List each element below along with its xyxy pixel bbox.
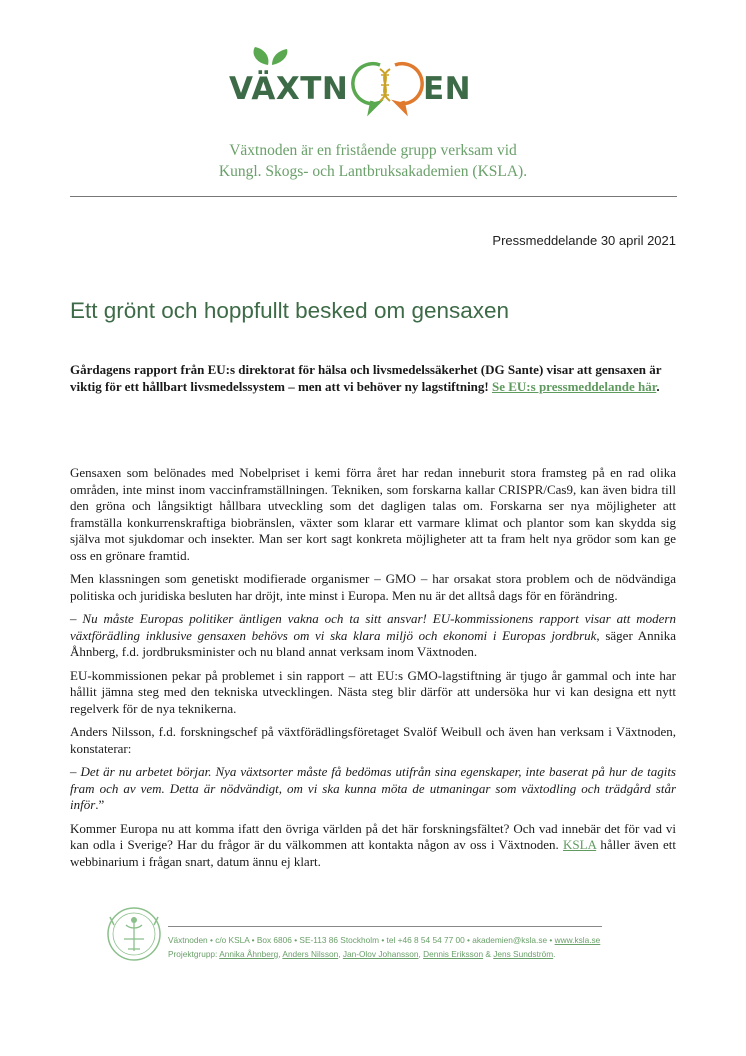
paragraph-2: Men klassningen som genetiskt modifierade organismer – GMO – har orsakat stora problem och de nödvändiga politiska och juridiska besluten har dröjt, inte minst i Europa. Men nu är det alltså dags för en förändring. bbox=[70, 571, 676, 603]
header-divider bbox=[70, 196, 677, 197]
tagline-line1: Växtnoden är en fristående grupp verksam vid bbox=[229, 142, 517, 159]
article-body bbox=[70, 465, 676, 877]
member-link[interactable]: Annika Åhnberg bbox=[219, 949, 279, 959]
quote-nilsson: – Det är nu arbetet börjar. Nya växtsorter måste få bedömas utifrån sina egenskaper, inte baserat på hur de tagits fram och av vem. Detta är nödvändigt, om vi ska kunna möta de utmaningar som växtodling och trädgård står inför bbox=[70, 764, 676, 812]
quote-end: .” bbox=[95, 797, 105, 812]
vaxtnoden-logo bbox=[225, 45, 525, 125]
paragraph-3 bbox=[70, 611, 676, 661]
speech-bubbles-icon bbox=[353, 64, 422, 111]
eu-press-release-link[interactable]: Se EU:s pressmeddelande här bbox=[492, 379, 657, 394]
separator: , bbox=[338, 949, 343, 959]
paragraph-7-end: håller även ett webbinarium i frågan snart, datum ännu ej klart. bbox=[70, 837, 677, 869]
footer-divider bbox=[168, 926, 602, 927]
press-release-date: Pressmeddelande 30 april 2021 bbox=[492, 233, 676, 248]
leaf-icon bbox=[254, 47, 269, 65]
footer-contact-text: Växtnoden • c/o KSLA • Box 6806 • SE-113 86 Stockholm • tel +46 8 54 54 77 00 • akademien@ksla.se • bbox=[168, 935, 555, 945]
project-group-label: Projektgrupp: bbox=[168, 949, 220, 959]
member-link[interactable]: Dennis Eriksson bbox=[423, 949, 484, 959]
footer-contact bbox=[168, 933, 600, 947]
paragraph-4: EU-kommissionen pekar på problemet i sin rapport – att EU:s GMO-lagstiftning är tjugo år gammal och inte har hållit jämna steg med den tekniska utvecklingen. Nästa steg blir därför att undersöka hur vi kan designa ett nytt regelverk för de nya teknikerna. bbox=[70, 667, 676, 716]
separator: . bbox=[553, 949, 556, 959]
ksla-link[interactable]: KSLA bbox=[562, 837, 597, 852]
page-title: Ett grönt och hoppfullt besked om gensaxen bbox=[70, 298, 510, 323]
separator: , bbox=[278, 949, 283, 959]
lead-end: . bbox=[656, 379, 660, 394]
tagline bbox=[0, 140, 746, 182]
member-link[interactable]: Jens Sundström bbox=[493, 949, 554, 959]
quote-attribution: , säger Annika Åhnberg, f.d. jordbruksminister och nu bland annat verksam inom Växtnoden. bbox=[70, 627, 677, 659]
tagline-line2: Kungl. Skogs- och Lantbruksakademien (KSLA). bbox=[218, 163, 528, 180]
paragraph-7-text: Kommer Europa nu att komma ifatt den övriga världen på det här forskningsfältet? Och vad innebär det för vad vi kan odla i Sverige? Har du frågor är du välkommen att kontakta någon av oss i Växtnoden. bbox=[70, 820, 676, 852]
lead-paragraph bbox=[70, 361, 676, 395]
paragraph-5: Anders Nilsson, f.d. forskningschef på växtförädlingsföretaget Svalöf Weibull och även han verksam i Växtnoden, konstaterar: bbox=[70, 724, 676, 756]
logo-text-part2: EN bbox=[423, 71, 472, 107]
separator: & bbox=[483, 949, 494, 959]
paragraph-6 bbox=[70, 764, 676, 814]
quote-ahnberg: – Nu måste Europas politiker äntligen vakna och ta sitt ansvar! EU-kommissionens rapport visar att modern växtförädling inklusive gensaxen behövs om vi ska klara miljö och ekonomi i Europas jordbruk bbox=[70, 611, 676, 643]
member-link[interactable]: Anders Nilsson bbox=[282, 949, 339, 959]
paragraph-7 bbox=[70, 821, 676, 871]
member-link[interactable]: Jan-Olov Johansson bbox=[342, 949, 419, 959]
website-link[interactable]: www.ksla.se bbox=[554, 935, 601, 945]
logo-text-part1: VÄXTN bbox=[229, 71, 349, 107]
footer bbox=[168, 933, 600, 961]
lead-text: Gårdagens rapport från EU:s direktorat för hälsa och livsmedelssäkerhet (DG Sante) visar att gensaxen är viktig för ett hållbart livsmedelssystem – men att vi behöver ny lagstiftning! bbox=[70, 362, 662, 394]
footer-project-group bbox=[168, 947, 600, 961]
paragraph-1: Gensaxen som belönades med Nobelpriset i kemi förra året har redan inneburit stora framsteg på en rad olika områden, inte minst inom vaccinframställningen. Tekniken, som forskarna kallar CRISPR/Cas9, kan även bidra till den gröna och långsiktigt hållbara utveckling som det dagligen talas om. Forskarna ser nya möjligheter att framställa konkurrenskraftiga biobränslen, växter som klarar ett varmare klimat och plantor som kan skydda sig själva mot sjukdomar och insekter. Man ser kort sagt konkreta möjligheter att ta fram helt nya grödor som kan ge oss en grönare framtid. bbox=[70, 465, 676, 563]
separator: , bbox=[418, 949, 424, 959]
ksla-seal-icon bbox=[104, 905, 164, 963]
